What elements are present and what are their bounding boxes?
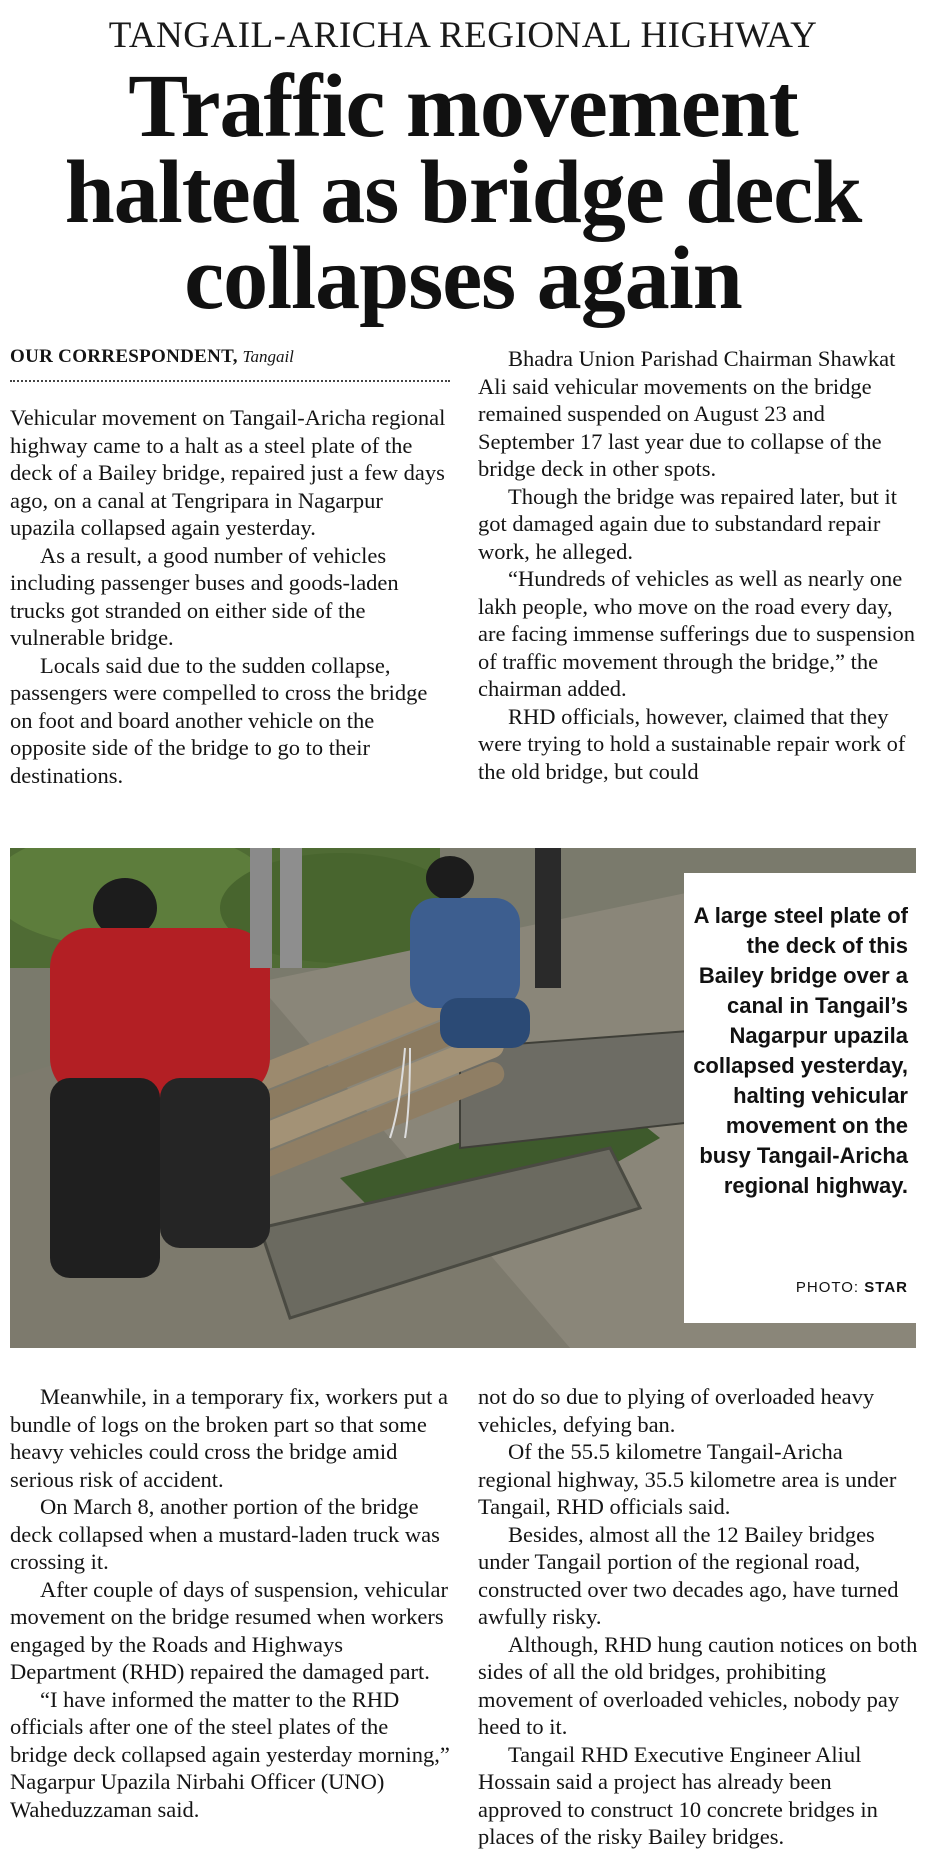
- photo-credit: [796, 1279, 908, 1296]
- byline: [10, 345, 450, 369]
- caption-box: [684, 873, 916, 1323]
- kicker: TANGAIL-ARICHA REGIONAL HIGHWAY: [108, 15, 818, 56]
- paragraph: “I have informed the matter to the RHD officials after one of the steel plates of the bridge deck collapsed again yesterday morning,” Nagarpur Upazila Nirbahi Officer (UNO) Waheduzzaman said.: [10, 1686, 450, 1822]
- paragraph: Bhadra Union Parishad Chairman Shawkat Ali said vehicular movements on the bridge remained suspended on August 23 and September 17 last year due to collapse of the bridge deck in other spots.: [478, 346, 896, 481]
- byline-author: OUR CORRESPONDENT,: [10, 346, 238, 367]
- paragraph: As a result, a good number of vehicles including passenger buses and goods-laden trucks got stranded on either side of the vulnerable bridge.: [10, 542, 399, 650]
- photo-credit-source: STAR: [864, 1279, 908, 1296]
- paragraph: Tangail RHD Executive Engineer Aliul Hossain said a project has already been approved to construct 10 concrete bridges in places of the risky Bailey bridges.: [478, 1741, 878, 1849]
- headline-line: halted as bridge deck: [64, 143, 862, 242]
- paragraph: “Hundreds of vehicles as well as nearly one lakh people, who move on the road every day, are facing immense sufferings due to suspension of traffic movement through the bridge,” the chairman added.: [478, 566, 915, 701]
- paragraph: Of the 55.5 kilometre Tangail-Aricha regional highway, 35.5 kilometre area is under Tangail, RHD officials said.: [478, 1439, 897, 1519]
- paragraph: Locals said due to the sudden collapse, passengers were compelled to cross the bridge on foot and board another vehicle on the opposite side of the bridge to go to their destinations.: [10, 652, 428, 788]
- column-top-right: [478, 345, 918, 785]
- photo-caption: A large steel plate of the deck of this Bailey bridge over a canal in Tangail’s Nagarpur upazila collapsed yesterday, halting vehicular movement on the busy Tangail-Aricha regional highway.: [693, 903, 908, 1198]
- headline: [10, 57, 916, 328]
- column-top-left: [10, 404, 450, 789]
- paragraph: RHD officials, however, claimed that they were trying to hold a sustainable repair work of the old bridge, but could: [478, 703, 906, 784]
- byline-divider: [10, 380, 450, 382]
- headline-line: Traffic movement: [128, 57, 798, 156]
- paragraph: Although, RHD hung caution notices on both sides of all the old bridges, prohibiting movement of overloaded vehicles, nobody pay heed to it.: [478, 1631, 918, 1739]
- headline-line: collapses again: [184, 229, 742, 328]
- photo-credit-prefix: PHOTO:: [795, 1279, 865, 1296]
- paragraph: On March 8, another portion of the bridge deck collapsed when a mustard-laden truck was crossing it.: [10, 1494, 440, 1574]
- paragraph: Meanwhile, in a temporary fix, workers put a bundle of logs on the broken part so that some heavy vehicles could cross the bridge amid serious risk of accident.: [10, 1384, 448, 1492]
- paragraph: not do so due to plying of overloaded heavy vehicles, defying ban.: [478, 1384, 875, 1437]
- byline-location: Tangail: [242, 347, 294, 366]
- paragraph: After couple of days of suspension, vehicular movement on the bridge resumed when workers engaged by the Roads and Highways Department (RHD) repaired the damaged part.: [10, 1576, 449, 1684]
- column-bottom-right: [478, 1383, 918, 1851]
- paragraph: Though the bridge was repaired later, but it got damaged again due to substandard repair work, he alleged.: [478, 483, 897, 564]
- paragraph: Vehicular movement on Tangail-Aricha regional highway came to a halt as a steel plate of the deck of a Bailey bridge, repaired just a few days ago, on a canal at Tengripara in Nagarpur upazila collapsed again yesterday.: [10, 405, 446, 540]
- paragraph: Besides, almost all the 12 Bailey bridges under Tangail portion of the regional road, constructed over two decades ago, have turned awfully risky.: [478, 1521, 899, 1629]
- column-bottom-left: [10, 1383, 450, 1823]
